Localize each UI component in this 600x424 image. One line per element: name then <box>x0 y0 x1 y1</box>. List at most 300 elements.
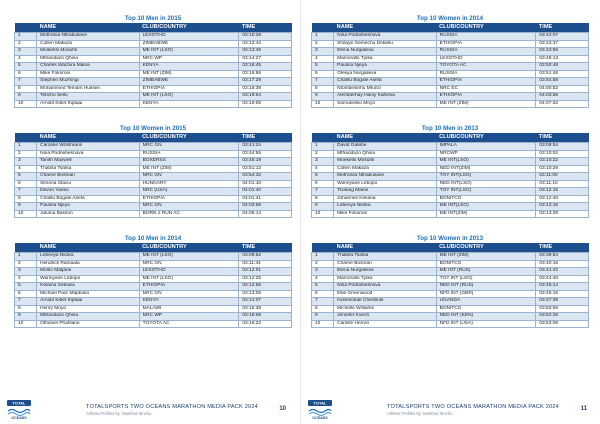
table-row <box>312 85 589 93</box>
position-cell: 3 <box>312 48 334 56</box>
table-block-men-2015 <box>14 14 292 108</box>
position-cell: 7 <box>312 78 334 86</box>
club-cell: LESOTHO <box>436 55 536 63</box>
club-cell: MALAWI <box>139 305 239 313</box>
time-cell: 04:00:52 <box>536 85 589 93</box>
position-cell: 6 <box>312 290 334 298</box>
header-blank <box>312 243 334 253</box>
club-cell: RUSSIA <box>436 33 536 41</box>
svg-text:OCEANS: OCEANS <box>11 416 27 420</box>
position-cell: 9 <box>312 313 334 321</box>
position-cell: 10 <box>15 210 37 218</box>
position-cell: 8 <box>15 85 37 93</box>
time-cell: 03:43:59 <box>536 48 589 56</box>
time-cell: 03:13:29 <box>536 210 589 218</box>
club-cell: ETHIOPIA <box>139 195 239 203</box>
table-row <box>312 40 589 48</box>
header-blank <box>312 133 334 143</box>
table-row <box>312 93 589 101</box>
time-cell: 03:16:08 <box>239 313 292 321</box>
table-row <box>312 100 589 108</box>
table-block-men-2014 <box>14 234 292 328</box>
name-cell: Charné Bosman <box>334 260 436 268</box>
position-cell: 6 <box>312 180 334 188</box>
name-cell: Juliana Basson <box>37 210 139 218</box>
position-cell: 5 <box>312 63 334 71</box>
table-row <box>15 158 292 166</box>
name-cell: Thabita Tsatsa <box>37 165 139 173</box>
time-cell: 03:43:37 <box>536 40 589 48</box>
name-cell: Kelama Sekowa <box>37 283 139 291</box>
table-title: Top 10 Men in 2013 <box>421 125 479 132</box>
position-cell: 8 <box>15 305 37 313</box>
time-cell: 03:16:45 <box>239 63 292 71</box>
time-cell: 03:51:12 <box>239 165 292 173</box>
header-name: NAME <box>37 243 139 253</box>
header-name: NAME <box>334 133 436 143</box>
name-cell: Tsotang Maine <box>334 188 436 196</box>
position-cell: 7 <box>312 188 334 196</box>
position-cell: 1 <box>312 33 334 41</box>
table-row <box>312 150 589 158</box>
position-cell: 6 <box>15 180 37 188</box>
position-cell: 1 <box>312 253 334 261</box>
time-cell: 03:50:48 <box>536 63 589 71</box>
club-cell: TOY INT(LSO) <box>436 173 536 181</box>
time-cell: 04:06:14 <box>239 210 292 218</box>
header-time: TIME <box>536 23 589 33</box>
table-row <box>312 313 589 321</box>
position-cell: 9 <box>312 203 334 211</box>
footer-subtitle: Athlete Profiles by: Manfred Sinzhu <box>86 411 152 416</box>
club-cell: BONITCG <box>436 195 536 203</box>
time-cell: 04:07:32 <box>536 100 589 108</box>
name-cell: Mothotoa Nthabuliane <box>334 173 436 181</box>
position-cell: 2 <box>312 260 334 268</box>
position-cell: 3 <box>15 158 37 166</box>
table-title: Top 10 Women in 2013 <box>416 235 484 242</box>
table-row <box>312 320 589 328</box>
name-cell: Mamorallo Tjoka <box>334 55 436 63</box>
club-cell: UGANDA <box>436 298 536 306</box>
name-cell: Camille Herron <box>334 320 436 328</box>
position-cell: 1 <box>15 253 37 261</box>
club-cell: NFD INT (GBR) <box>436 290 536 298</box>
club-cell: ZIMBABWE <box>139 40 239 48</box>
table-row <box>312 305 589 313</box>
page-number: 10 <box>279 406 286 412</box>
club-cell: ETHIOPIA <box>436 40 536 48</box>
position-cell: 10 <box>312 100 334 108</box>
header-time: TIME <box>239 133 292 143</box>
table-row <box>312 48 589 56</box>
table-row <box>15 55 292 63</box>
name-cell: Moeketsi Mosuhli <box>334 158 436 166</box>
header-blank <box>15 23 37 33</box>
position-cell: 4 <box>312 165 334 173</box>
club-cell: BONITCG <box>436 260 536 268</box>
header-club: CLUB/COUNTRY <box>436 243 536 253</box>
name-cell: Charné Bosman <box>37 173 139 181</box>
club-cell: KENYA <box>139 298 239 306</box>
time-cell: 03:16:22 <box>239 320 292 328</box>
page-right <box>300 0 600 424</box>
table-row <box>312 173 589 181</box>
table-row <box>15 260 292 268</box>
position-cell: 7 <box>15 188 37 196</box>
name-cell: Hendrick Ramaala <box>37 260 139 268</box>
name-cell: Warinyane Lebopo <box>334 180 436 188</box>
time-cell: 03:47:39 <box>536 298 589 306</box>
position-cell: 6 <box>15 290 37 298</box>
header-club: CLUB/COUNTRY <box>139 243 239 253</box>
position-cell: 1 <box>312 143 334 151</box>
club-cell: TOY INT(LSO) <box>436 188 536 196</box>
club-cell: LESOTHO <box>139 33 239 41</box>
position-cell: 2 <box>15 40 37 48</box>
name-cell: Michelle Williams <box>334 305 436 313</box>
club-cell: ME INT (LSO) <box>139 253 239 261</box>
header-blank <box>15 133 37 143</box>
time-cell: 03:42:07 <box>536 33 589 41</box>
position-cell: 10 <box>15 100 37 108</box>
name-cell: Mohammed Temam Hussen <box>37 85 139 93</box>
time-cell: 03:39:54 <box>536 253 589 261</box>
time-cell: 03:08:54 <box>536 143 589 151</box>
time-cell: 03:12:56 <box>239 283 292 291</box>
club-cell: RUSSIA <box>436 70 536 78</box>
table-row <box>312 78 589 86</box>
table-block-men-2013 <box>311 124 589 218</box>
name-cell: Charles Wachira Maina <box>37 63 139 71</box>
name-cell: Mthandazo Qhina <box>334 150 436 158</box>
table-block-women-2014 <box>311 14 589 108</box>
table-block-women-2013 <box>311 234 589 328</box>
page-footer <box>0 398 300 424</box>
name-cell: Irvinesolute Chenbule <box>334 298 436 306</box>
table-title: Top 10 Women in 2014 <box>416 15 484 22</box>
time-cell: 03:54:58 <box>536 78 589 86</box>
time-cell: 03:12:15 <box>536 188 589 196</box>
club-cell: NRC GN <box>139 203 239 211</box>
name-cell: Thabita Tsatsa <box>334 253 436 261</box>
position-cell: 3 <box>312 158 334 166</box>
position-cell: 6 <box>312 70 334 78</box>
table-row <box>312 290 589 298</box>
club-cell: ETHIOPIA <box>436 78 536 86</box>
svg-text:TOTAL: TOTAL <box>313 400 327 406</box>
position-cell: 8 <box>312 85 334 93</box>
table-row <box>312 158 589 166</box>
table-row <box>15 210 292 218</box>
header-club: CLUB/COUNTRY <box>436 23 536 33</box>
position-cell: 5 <box>15 283 37 291</box>
table-row <box>312 63 589 71</box>
club-cell: NED INT (RUS) <box>436 283 536 291</box>
name-cell: Ellie Greenwood <box>334 290 436 298</box>
name-cell: Mike Fokoroni <box>334 210 436 218</box>
table-row <box>15 165 292 173</box>
position-cell: 3 <box>15 268 37 276</box>
name-cell: Devon Yanko <box>37 188 139 196</box>
time-cell: 03:40:16 <box>536 260 589 268</box>
club-cell: BONITCG <box>436 305 536 313</box>
footer-title: TOTALSPORTS TWO OCEANS MARATHON MEDIA PACK 2024 <box>387 404 559 410</box>
position-cell: 10 <box>312 210 334 218</box>
table-row <box>15 93 292 101</box>
table-row <box>15 313 292 321</box>
table-row <box>15 298 292 306</box>
position-cell: 2 <box>15 150 37 158</box>
name-cell: Mike Fokoroni <box>37 70 139 78</box>
name-cell: David Gatebe <box>334 143 436 151</box>
time-cell: 03:44:40 <box>536 275 589 283</box>
header-time: TIME <box>536 243 589 253</box>
time-cell: 03:10:02 <box>536 150 589 158</box>
svg-text:TOTAL: TOTAL <box>12 400 26 406</box>
results-table <box>311 133 589 218</box>
club-cell: KENYA <box>139 63 239 71</box>
time-cell: 03:13:45 <box>239 48 292 56</box>
position-cell: 2 <box>312 40 334 48</box>
header-name: NAME <box>334 243 436 253</box>
name-cell: Arnold Kibet Kiptaai <box>37 298 139 306</box>
name-cell: Moslo Matjane <box>37 268 139 276</box>
table-row <box>15 253 292 261</box>
club-cell: NRC EC <box>436 85 536 93</box>
position-cell: 2 <box>15 260 37 268</box>
name-cell: Lebenya Nkoka <box>334 203 436 211</box>
header-name: NAME <box>37 23 139 33</box>
header-time: TIME <box>239 23 292 33</box>
time-cell: 03:18:38 <box>239 85 292 93</box>
time-cell: 03:19:05 <box>239 100 292 108</box>
club-cell: BORN 2 RUN AC <box>139 210 239 218</box>
position-cell: 5 <box>15 63 37 71</box>
club-cell: ME INT (LSO) <box>139 93 239 101</box>
table-row <box>312 275 589 283</box>
time-cell: 03:12:42 <box>239 40 292 48</box>
time-cell: 04:01:40 <box>239 188 292 196</box>
table-row <box>15 143 292 151</box>
table-row <box>15 70 292 78</box>
position-cell: 4 <box>15 165 37 173</box>
position-cell: 8 <box>312 195 334 203</box>
club-cell: BOXERSS <box>139 158 239 166</box>
name-cell: Mamorallo Tjoka <box>334 275 436 283</box>
time-cell: 03:13:16 <box>536 203 589 211</box>
position-cell: 4 <box>15 55 37 63</box>
club-cell: NRC GN <box>139 290 239 298</box>
page-number: 11 <box>580 406 587 412</box>
club-cell: NRCWP <box>436 150 536 158</box>
name-cell: Chalitu Bogale Asefa <box>37 195 139 203</box>
club-cell: NRC WP <box>139 55 239 63</box>
club-cell: TOY INT (LSO) <box>436 275 536 283</box>
time-cell: 03:11:10 <box>536 180 589 188</box>
name-cell: Mthandazo Qhina <box>37 55 139 63</box>
two-oceans-logo-icon <box>6 398 32 420</box>
club-cell: ME INT (ZIM) <box>139 165 239 173</box>
position-cell: 9 <box>15 313 37 321</box>
table-row <box>15 78 292 86</box>
club-cell: NRC GN <box>139 260 239 268</box>
club-cell: RUSSIA <box>139 150 239 158</box>
club-cell: ME INT(LSO) <box>436 158 536 166</box>
name-cell: Elena Nurgalieva <box>334 268 436 276</box>
header-blank <box>312 23 334 33</box>
club-cell: LESOTHO <box>139 268 239 276</box>
name-cell: Elena Nurgalieva <box>334 48 436 56</box>
time-cell: 03:45:15 <box>536 290 589 298</box>
name-cell: Mothotoa Nthabuliane <box>37 33 139 41</box>
header-name: NAME <box>334 23 436 33</box>
time-cell: 04:03:58 <box>239 203 292 211</box>
position-cell: 3 <box>15 48 37 56</box>
time-cell: 03:54:32 <box>239 173 292 181</box>
header-club: CLUB/COUNTRY <box>436 133 536 143</box>
club-cell: TOYOTA AC <box>139 320 239 328</box>
table-row <box>15 268 292 276</box>
table-row <box>15 48 292 56</box>
club-cell: NRC (USA) <box>139 188 239 196</box>
club-cell: ME INT (ZIM) <box>139 70 239 78</box>
position-cell: 9 <box>15 203 37 211</box>
time-cell: 04:03:56 <box>536 93 589 101</box>
club-cell: NRC GN <box>139 173 239 181</box>
name-cell: Tanith Maxwell <box>37 158 139 166</box>
position-cell: 5 <box>312 173 334 181</box>
position-cell: 4 <box>15 275 37 283</box>
name-cell: Lebenya Nkoka <box>37 253 139 261</box>
club-cell: NFD INT (USA) <box>436 320 536 328</box>
name-cell: Nina Podnebesnova <box>334 283 436 291</box>
table-row <box>312 210 589 218</box>
time-cell: 03:14:07 <box>239 298 292 306</box>
club-cell: ME INT (ZIM) <box>436 253 536 261</box>
time-cell: 04:01:10 <box>239 180 292 188</box>
position-cell: 7 <box>15 78 37 86</box>
footer-title: TOTALSPORTS TWO OCEANS MARATHON MEDIA PACK 2024 <box>86 404 258 410</box>
table-row <box>15 150 292 158</box>
name-cell: Collen Makaza <box>37 40 139 48</box>
table-row <box>15 188 292 196</box>
time-cell: 03:11:34 <box>239 260 292 268</box>
name-cell: Paulina Njeya <box>37 203 139 211</box>
table-row <box>15 100 292 108</box>
time-cell: 03:15:38 <box>239 305 292 313</box>
club-cell: NED INT(ZIM) <box>436 165 536 173</box>
table-row <box>15 195 292 203</box>
footer-subtitle: Athlete Profiles by: Manfred Sinzhu <box>387 411 453 416</box>
club-cell: ME INT (ZIM) <box>436 100 536 108</box>
time-cell: 03:41:42 <box>536 268 589 276</box>
time-cell: 03:50:56 <box>536 305 589 313</box>
table-row <box>312 268 589 276</box>
name-cell: Paulina Njeya <box>334 63 436 71</box>
name-cell: Arnold Kibet Kiptaai <box>37 100 139 108</box>
club-cell: NED INT (KEN) <box>436 313 536 321</box>
position-cell: 4 <box>312 55 334 63</box>
time-cell: 03:14:27 <box>239 55 292 63</box>
time-cell: 03:17:29 <box>239 78 292 86</box>
time-cell: 03:09:52 <box>239 253 292 261</box>
club-cell: HUNGARY <box>139 180 239 188</box>
club-cell: KENYA <box>139 100 239 108</box>
table-row <box>15 320 292 328</box>
name-cell: Othaniel Phahlane <box>37 320 139 328</box>
table-row <box>312 283 589 291</box>
header-club: CLUB/COUNTRY <box>139 23 239 33</box>
time-cell: 03:12:01 <box>239 268 292 276</box>
time-cell: 03:10:29 <box>536 165 589 173</box>
time-cell: 03:18:54 <box>239 93 292 101</box>
table-row <box>15 305 292 313</box>
time-cell: 03:10:22 <box>536 158 589 166</box>
club-cell: TOYOTA AC <box>436 63 536 71</box>
time-cell: 03:44:55 <box>239 150 292 158</box>
table-row <box>312 70 589 78</box>
table-row <box>312 143 589 151</box>
name-cell: Mthandazo Qhina <box>37 313 139 321</box>
table-row <box>312 298 589 306</box>
svg-text:OCEANS: OCEANS <box>312 416 328 420</box>
table-title: Top 10 Men in 2014 <box>124 235 182 242</box>
name-cell: Tebcho Sello <box>37 93 139 101</box>
time-cell: 03:45:19 <box>239 158 292 166</box>
club-cell: ME INT(ZIM) <box>436 210 536 218</box>
name-cell: Olesya Nurgalieva <box>334 70 436 78</box>
header-blank <box>15 243 37 253</box>
club-cell: ME INT(LSO) <box>436 203 536 211</box>
club-cell: NRC WP <box>139 313 239 321</box>
table-row <box>15 63 292 71</box>
club-cell: IMPALA <box>436 143 536 151</box>
club-cell: ME INT (RUS) <box>436 268 536 276</box>
header-name: NAME <box>37 133 139 143</box>
name-cell: Henry Moyo <box>37 305 139 313</box>
name-cell: Stephen Muzhingi <box>37 78 139 86</box>
name-cell: Warinyane Lebopo <box>37 275 139 283</box>
time-cell: 03:46:13 <box>536 55 589 63</box>
position-cell: 2 <box>312 150 334 158</box>
table-row <box>15 40 292 48</box>
table-title: Top 10 Women in 2015 <box>119 125 187 132</box>
name-cell: Michael Paor Mapbuko <box>37 290 139 298</box>
table-row <box>15 85 292 93</box>
position-cell: 9 <box>312 93 334 101</box>
club-cell: ETHIOPIA <box>139 283 239 291</box>
results-table <box>14 243 292 328</box>
name-cell: Alemberhay Haniy Kahissa <box>334 93 436 101</box>
name-cell: Mosketsi Mosuhli <box>37 48 139 56</box>
time-cell: 03:16:56 <box>239 70 292 78</box>
club-cell: RUSSIA <box>436 48 536 56</box>
name-cell: Shitaye Gemechu Debellu <box>334 40 436 48</box>
table-row <box>15 33 292 41</box>
name-cell: Nina Podnebesnova <box>334 33 436 41</box>
table-row <box>15 283 292 291</box>
position-cell: 8 <box>312 305 334 313</box>
time-cell: 03:45:14 <box>536 283 589 291</box>
table-row <box>312 165 589 173</box>
position-cell: 9 <box>15 93 37 101</box>
header-club: CLUB/COUNTRY <box>139 133 239 143</box>
time-cell: 03:52:28 <box>536 313 589 321</box>
results-table <box>311 23 589 108</box>
table-row <box>312 260 589 268</box>
table-row <box>15 203 292 211</box>
